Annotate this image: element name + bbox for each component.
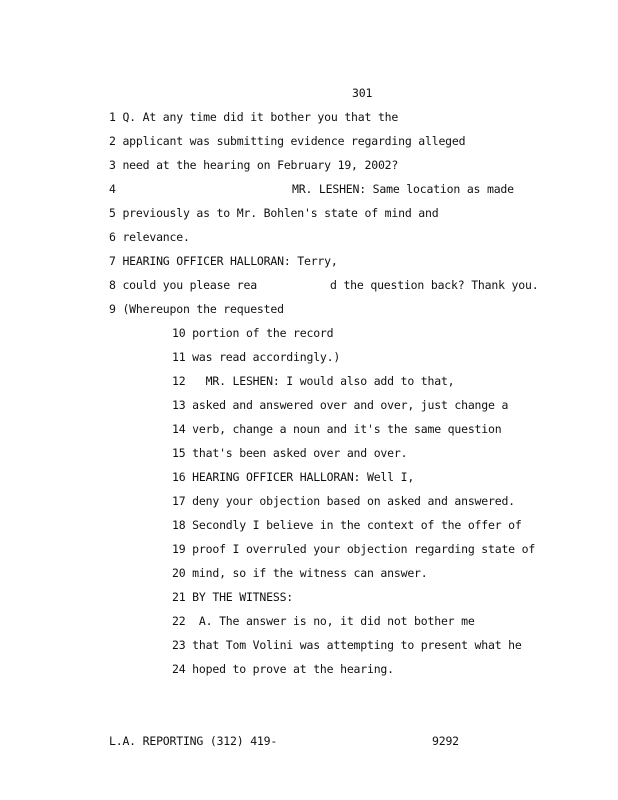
transcript-line: MR. LESHEN: Same location as made — [292, 182, 514, 196]
footer-reporter: L.A. REPORTING (312) 419- — [109, 734, 278, 748]
transcript-line: 14 verb, change a noun and it's the same question — [172, 422, 502, 436]
transcript-line: 6 relevance. — [109, 230, 190, 244]
transcript-line: 15 that's been asked over and over. — [172, 446, 408, 460]
transcript-line: 5 previously as to Mr. Bohlen's state of mind and — [109, 206, 439, 220]
footer-phone-suffix: 9292 — [432, 734, 459, 748]
transcript-line: 24 hoped to prove at the hearing. — [172, 662, 394, 676]
transcript-line: 3 need at the hearing on February 19, 2002? — [109, 158, 399, 172]
transcript-line: 18 Secondly I believe in the context of the offer of — [172, 518, 522, 532]
transcript-line: 1 Q. At any time did it bother you that the — [109, 110, 399, 124]
transcript-line: 7 HEARING OFFICER HALLORAN: Terry, — [109, 254, 338, 268]
page-number: 301 — [352, 86, 373, 100]
transcript-line: 20 mind, so if the witness can answer. — [172, 566, 428, 580]
transcript-line: 19 proof I overruled your objection regarding state of — [172, 542, 536, 556]
transcript-line: 17 deny your objection based on asked and answered. — [172, 494, 515, 508]
transcript-line: 21 BY THE WITNESS: — [172, 590, 294, 604]
transcript-line-continuation: d the question back? Thank you. — [330, 278, 539, 292]
transcript-line: 16 HEARING OFFICER HALLORAN: Well I, — [172, 470, 415, 484]
transcript-line: 9 (Whereupon the requested — [109, 302, 284, 316]
transcript-line: 10 portion of the record — [172, 326, 334, 340]
transcript-line: 8 could you please rea — [109, 278, 257, 292]
transcript-line: 13 asked and answered over and over, just change a — [172, 398, 509, 412]
transcript-line: 22 A. The answer is no, it did not bother me — [172, 614, 475, 628]
transcript-line: 2 applicant was submitting evidence regarding alleged — [109, 134, 466, 148]
transcript-line: 12 MR. LESHEN: I would also add to that, — [172, 374, 455, 388]
transcript-line: 11 was read accordingly.) — [172, 350, 341, 364]
transcript-line-number: 4 — [109, 182, 116, 196]
transcript-line: 23 that Tom Volini was attempting to present what he — [172, 638, 522, 652]
